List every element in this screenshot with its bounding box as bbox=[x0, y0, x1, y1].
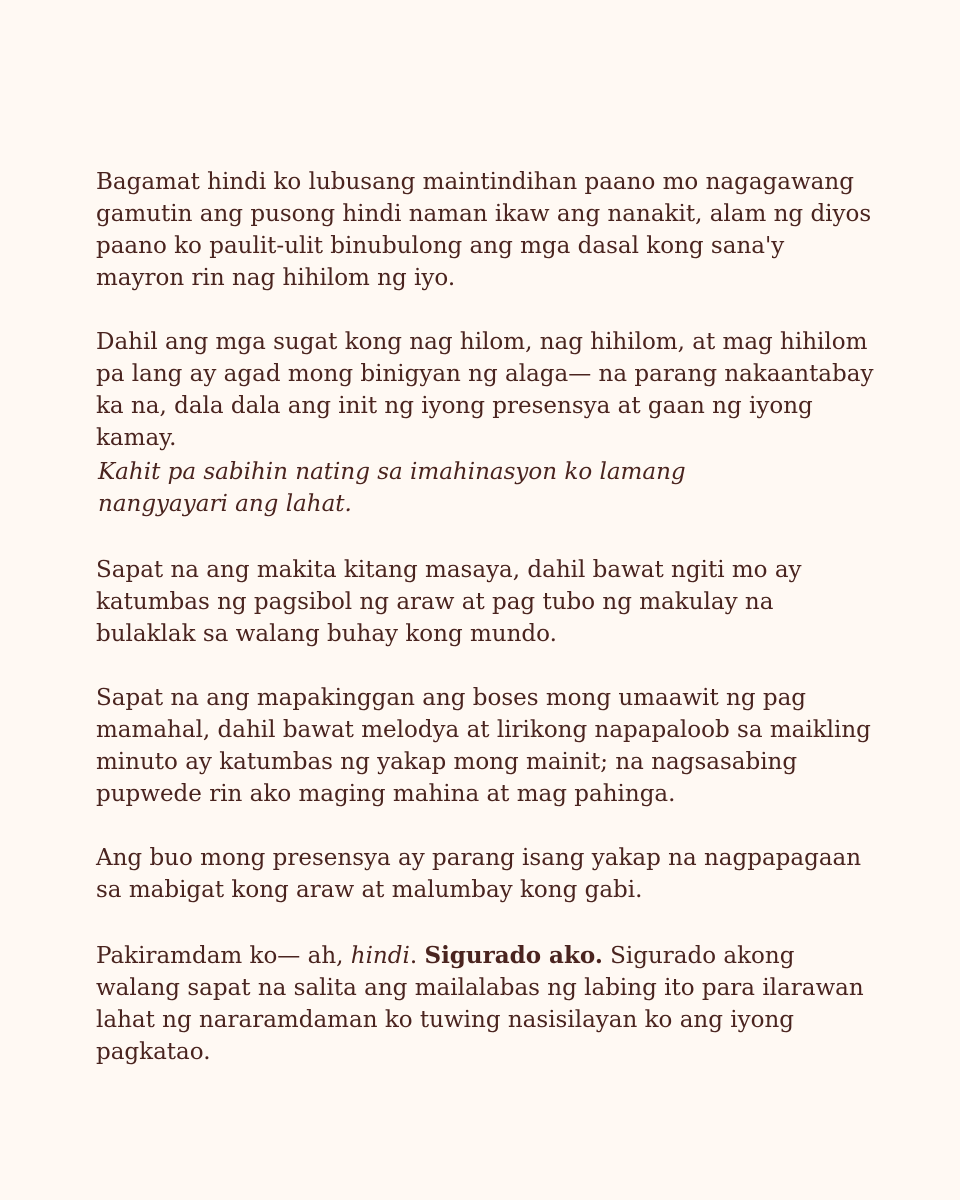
paragraph-3-italic: Kahit pa sabihin nating sa imahinasyon ko lamang nangyayari ang lahat. bbox=[98, 459, 686, 517]
paragraph-5: Sapat na ang mapakinggan ang boses mong umaawit ng pag mamahal, dahil bawat melodya at lirikong napapaloob sa maikling minuto ay katumbas ng yakap mong mainit; na nagsasabing pupwede rin ako maging mahina at mag pahinga. bbox=[96, 685, 871, 807]
paragraph-6: Ang buo mong presensya ay parang isang yakap na nagpapagaan sa mabigat kong araw at malumbay kong gabi. bbox=[96, 845, 862, 903]
paragraph-1: Bagamat hindi ko lubusang maintindihan paano mo nagagawang gamutin ang pusong hindi naman ikaw ang nanakit, alam ng diyos paano ko paulit-ulit binubulong ang mga dasal kong sana'y mayron rin nag hihilom ng iyo. bbox=[96, 169, 872, 291]
paragraph-2: Dahil ang mga sugat kong nag hilom, nag hihilom, at mag hihilom pa lang ay agad mong binigyan ng alaga— na parang nakaantabay ka na, dala dala ang init ng iyong presensya at gaan ng iyong kamay. bbox=[96, 329, 874, 451]
paragraph-7-bold-phrase: Sigurado ako. bbox=[424, 942, 603, 969]
paragraph-7 bbox=[96, 940, 876, 1068]
paragraph-7-part-1: Pakiramdam ko— ah, bbox=[96, 943, 351, 969]
paragraph-7-part-3: Sigurado akong walang sapat na salita ang mailalabas ng labing ito para ilarawan lahat ng nararamdaman ko tuwing nasisilayan ko ang iyong pagkatao. bbox=[96, 943, 864, 1065]
paragraph-7-italic-word: hindi bbox=[350, 943, 410, 969]
paragraph-4: Sapat na ang makita kitang masaya, dahil bawat ngiti mo ay katumbas ng pagsibol ng araw at pag tubo ng makulay na bulaklak sa walang buhay kong mundo. bbox=[96, 557, 802, 647]
paragraph-7-part-2: . bbox=[409, 943, 425, 969]
